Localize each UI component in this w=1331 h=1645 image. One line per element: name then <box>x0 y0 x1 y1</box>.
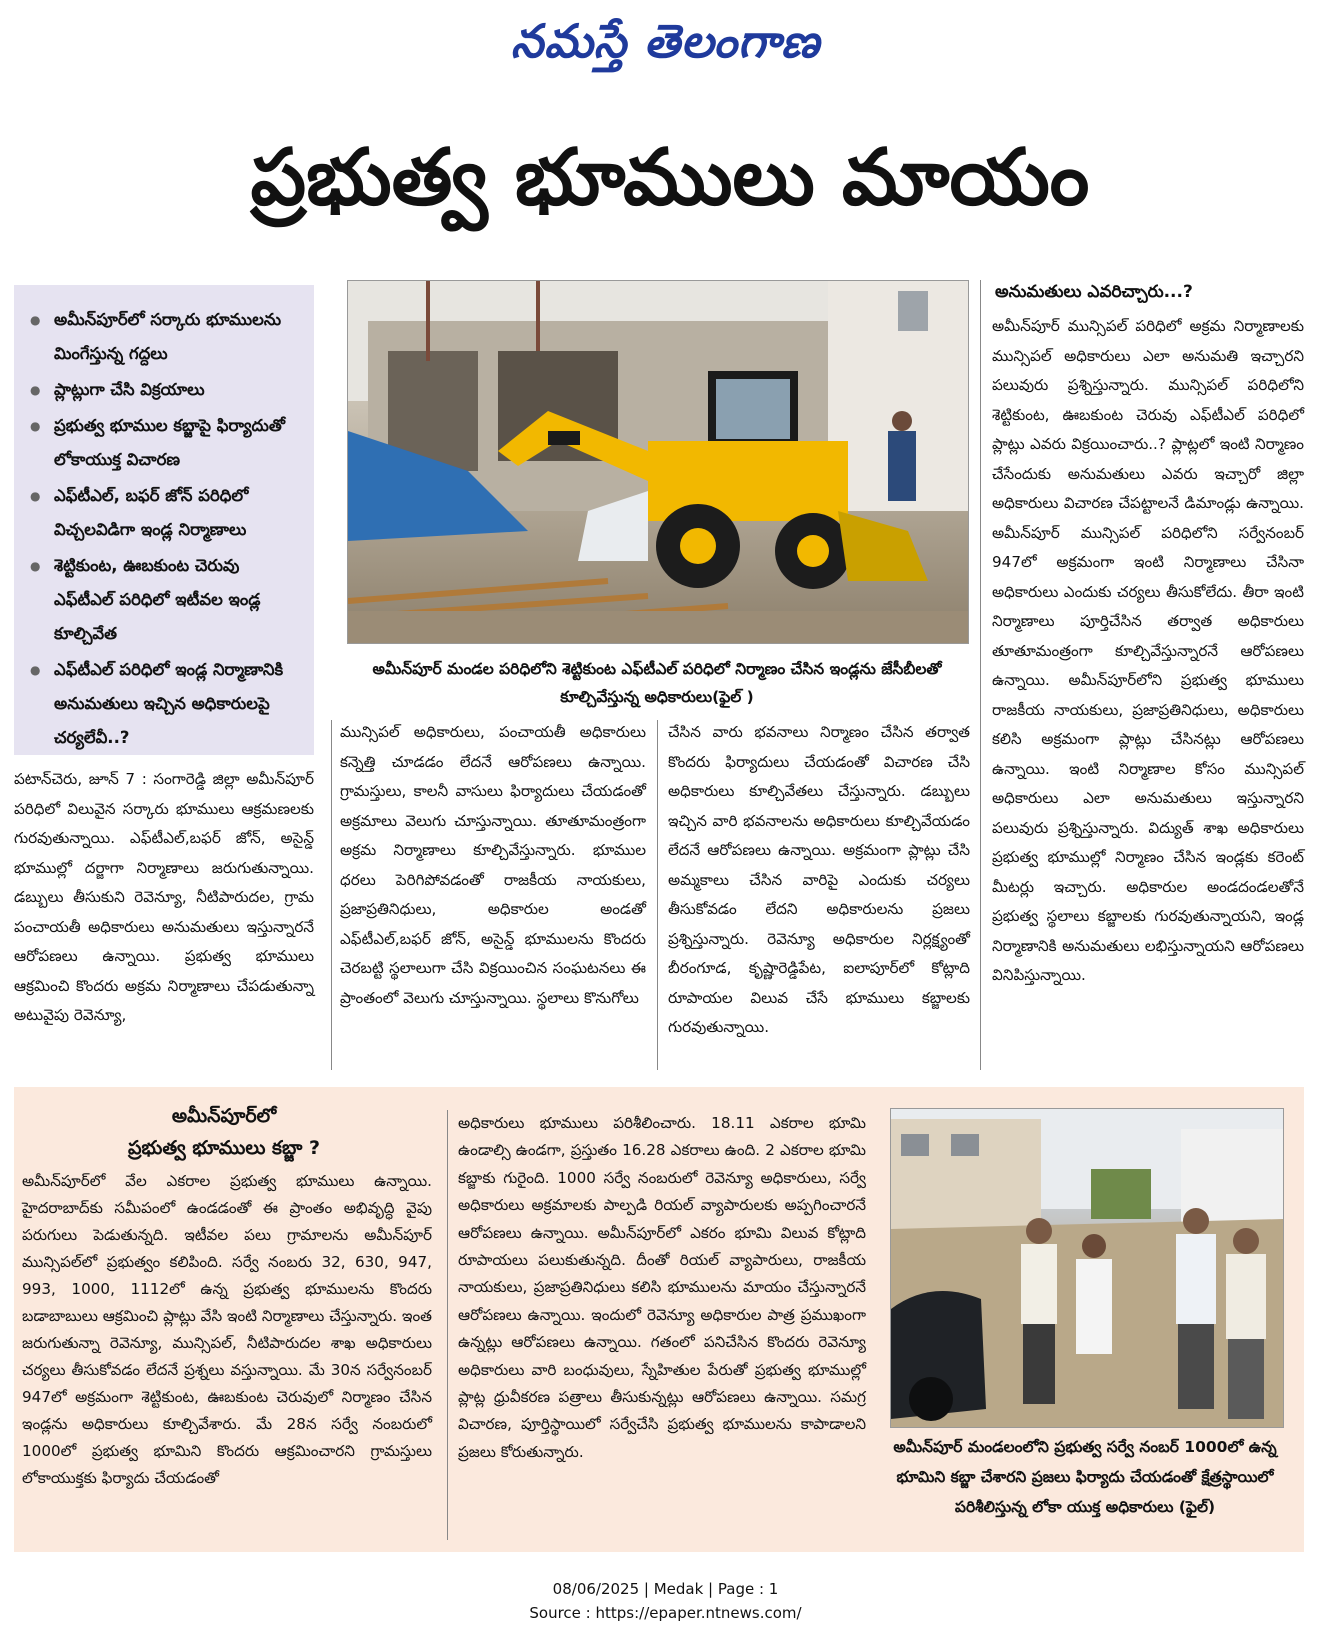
sub-story-title-line-2: ప్రభుత్వ భూములు కబ్జా ? <box>128 1137 320 1159</box>
photo-caption: అమీన్‌పూర్ మండలంలోని ప్రభుత్వ సర్వే నంబర్ 1000లో ఉన్న భూమిని కబ్జా చేశారని ప్రజలు ఫిర్యాదు చేయడంతో క్షేత్రస్థాయిలో పరిశీలిస్తున్న లోకా యుక్త అధికారులు (ఫైల్) <box>893 1438 1277 1516</box>
highlight-item: ● అమీన్‌పూర్‌లో సర్కారు భూములను మింగేస్తున్న గద్దలు <box>28 303 304 371</box>
highlights-box <box>14 285 314 755</box>
page-footer <box>0 1577 1331 1625</box>
sub-story-title <box>14 1100 434 1164</box>
column-divider <box>331 720 332 1070</box>
column-divider <box>657 720 658 1070</box>
newspaper-masthead: నమస్తే తెలంగాణ <box>510 14 821 68</box>
column-divider <box>980 280 981 1070</box>
sidebar-text: అమీన్‌పూర్ మున్సిపల్ పరిధిలో అక్రమ నిర్మాణాలకు మున్సిపల్ అధికారులు ఎలా అనుమతి ఇచ్చారని పలువురు ప్రశ్నిస్తున్నారు. మున్సిపల్ పరిధిలోని శెట్టికుంట, ఊబకుంట చెరువు ఎఫ్‌టీఎల్ పరిధిలో ప్లాట్లు ఎవరు విక్రయించారు..? ప్లాట్లలో ఇంటి నిర్మాణం చేసేందుకు అనుమతులు ఎవరు ఇచ్చారో జిల్లా అధికారులు విచారణ చేపట్టాలనే డిమాండ్లు ఉన్నాయి. అమీన్‌పూర్ మున్సిపల్ పరిధిలోని సర్వేనంబర్ 947లో అక్రమంగా ఇంటి నిర్మాణాలు చేసినా అధికారులు ఎందుకు చర్యలు తీసుకోలేదు. తీరా ఇంటి నిర్మాణాలు పూర్తిచేసిన తర్వాత అధికారులు తూతూమంత్రంగా కూల్చివేస్తున్నారనే ఆరోపణలు ఉన్నాయి. అమీన్‌పూర్‌లోని ప్రభుత్వ భూములు రాజకీయ నాయకులు, ప్రజాప్రతినిధులు, అధికారులు కలిసి అక్రమంగా ప్లాట్లు చేసినట్లు ఆరోపణలు ఉన్నాయి. ఇంటి నిర్మాణాల కోసం మున్సిపల్ అధికారులు ఎలా అనుమతులు ఇస్తున్నారని పలువురు ప్రశ్నిస్తున్నారు. విద్యుత్ శాఖ అధికారులు ప్రభుత్వ భూముల్లో నిర్మాణం చేసిన ఇండ్లకు కరెంట్ మీటర్లు ఇచ్చారు. అధికారుల అండదండలతోనే ప్రభుత్వ స్థలాలు కబ్జాలకు గురవుతున్నాయని, ఇండ్ల నిర్మాణానికి అనుమతులు లభిస్తున్నాయని ఆరోపణలు వినిపిస్తున్నాయి. <box>992 317 1304 984</box>
photo-caption: అమీన్‌పూర్ మండల పరిధిలోని శెట్టికుంట ఎఫ్‌టీఎల్ పరిధిలో నిర్మాణం చేసిన ఇండ్లను జేసీబీలతో కూల్చివేస్తున్న అధికారులు(ఫైల్ ) <box>372 660 942 706</box>
sidebar-heading: అనుమతులు ఎవరిచ్చారు...? <box>995 282 1193 302</box>
source-link[interactable]: Source : https://epaper.ntnews.com/ <box>529 1604 802 1622</box>
article-column-2: మున్సిపల్ అధికారులు, పంచాయతీ అధికారులు కన్నెత్తి చూడడం లేదనే ఆరోపణలు ఉన్నాయి. గ్రామస్తులు, కాలనీ వాసులు ఫిర్యాదులు చేయడంతో అక్రమాలు వెలుగు చూస్తున్నాయి. తూతూమంత్రంగా అక్రమ నిర్మాణాలు కూల్చివేస్తున్నారు. భూముల ధరలు పెరిగిపోవడంతో రాజకీయ నాయకులు, ప్రజాప్రతినిధులు, అధికారుల అండతో ఎఫ్‌టీఎల్,బఫర్ జోన్, అసైన్డ్ భూములను కొందరు చెరబట్టి స్థలాలుగా చేసి విక్రయించిన సంఘటనలు ఈ ప్రాంతంలో వెలుగు చూస్తున్నాయి. స్థలాలు కొనుగోలు <box>340 723 646 1007</box>
sub-story-title-line-1: అమీన్‌పూర్‌లో <box>171 1105 277 1127</box>
sub-story-column-2: అధికారులు భూములు పరిశీలించారు. 18.11 ఎకరాల భూమి ఉండాల్సి ఉండగా, ప్రస్తుతం 16.28 ఎకరాలు ఉంది. 2 ఎకరాల భూమి కబ్జాకు గురైంది. 1000 సర్వే నంబరులో రెవెన్యూ అధికారులు, సర్వే అధికారులు అక్రమాలకు పాల్పడి రియల్ వ్యాపారులకు అప్పగించారనే ఆరోపణలు ఉన్నాయి. అమీన్‌పూర్‌లో ఎకరం భూమి విలువ కోట్లాది రూపాయలు పలుకుతున్నది. దీంతో రియల్ వ్యాపారులు, రాజకీయ నాయకులు, ప్రజాప్రతినిధులు కలిసి భూములను మాయం చేస్తున్నారనే ఆరోపణలు ఉన్నాయి. ఇందులో రెవెన్యూ అధికారుల పాత్ర ప్రముఖంగా ఉన్నట్లు ఆరోపణలు ఉన్నాయి. గతంలో పనిచేసిన కొందరు రెవెన్యూ అధికారులు వారి బంధువులు, స్నేహితుల పేరుతో ప్రభుత్వ భూముల్లో ప్లాట్ల ధ్రువీకరణ పత్రాలు తీసుకున్నట్లు ఆరోపణలు ఉన్నాయి. సమగ్ర విచారణ, పూర్తిస్థాయిలో సర్వేచేసి ప్రభుత్వ భూములను కాపాడాలని ప్రజలు కోరుతున్నారు. <box>458 1114 866 1461</box>
jcb-demolition-photo <box>347 280 969 644</box>
highlight-item: ● ప్రభుత్వ భూముల కబ్జాపై ఫిర్యాదుతో లోకాయుక్త విచారణ <box>28 409 304 477</box>
article-column-3: చేసిన వారు భవనాలు నిర్మాణం చేసిన తర్వాత కొందరు ఫిర్యాదులు చేయడంతో విచారణ చేసి అధికారులు కూల్చివేతలు చేస్తున్నారు. డబ్బులు ఇచ్చిన వారి భవనాలను అధికారులు కూల్చివేయడం లేదనే ఆరోపణలు ఉన్నాయి. అక్రమంగా ప్లాట్లు చేసి అమ్మకాలు చేసిన వారిపై ఎందుకు చర్యలు తీసుకోవడం లేదని అధికారులను ప్రజలు ప్రశ్నిస్తున్నారు. రెవెన్యూ అధికారుల నిర్లక్ష్యంతో బీరంగూడ, కృష్ణారెడ్డిపేట, ఐలాపూర్‌లో కోట్లాది రూపాయల విలువ చేసే భూములు కబ్జాలకు గురవుతున్నాయి. <box>668 723 970 1036</box>
lokayukta-inspection-photo <box>890 1108 1284 1428</box>
highlight-item: ● ప్లాట్లుగా చేసి విక్రయాలు <box>28 373 304 407</box>
column-divider <box>447 1110 448 1540</box>
highlights-list <box>14 285 314 755</box>
site-inspection-illustration <box>891 1109 1283 1427</box>
edition-info: 08/06/2025 | Medak | Page : 1 <box>552 1580 779 1598</box>
highlight-item: ● శెట్టికుంట, ఊబకుంట చెరువు ఎఫ్‌టీఎల్ పరిధిలో ఇటీవల ఇండ్ల కూల్చివేత <box>28 549 304 651</box>
highlight-item: ● ఎఫ్‌టీఎల్ పరిధిలో ఇండ్ల నిర్మాణానికి అనుమతులు ఇచ్చిన అధికారులపై చర్యలేవీ..? <box>28 653 304 755</box>
article-column-1: పటాన్‌చెరు, జూన్ 7 : సంగారెడ్డి జిల్లా అమీన్‌పూర్ పరిధిలో విలువైన సర్కారు భూములు ఆక్రమణలకు గురవుతున్నాయి. ఎఫ్‌టీఎల్,బఫర్ జోన్, అసైన్డ్ భూముల్లో దర్జాగా నిర్మాణాలు జరుగుతున్నాయి. డబ్బులు తీసుకుని రెవెన్యూ, నీటిపారుదల, గ్రామ పంచాయతీ అధికారులు అనుమతులు ఇస్తున్నారనే ఆరోపణలు ఉన్నాయి. ప్రభుత్వ భూములు ఆక్రమించి కొందరు అక్రమ నిర్మాణాలు చేపడుతున్నా అటువైపు రెవెన్యూ, <box>14 770 314 1024</box>
headline: ప్రభుత్వ భూములు మాయం <box>250 133 1090 223</box>
sub-story-column-1: అమీన్‌పూర్‌లో వేల ఎకరాల ప్రభుత్వ భూములు ఉన్నాయి. హైదరాబాద్‌కు సమీపంలో ఉండడంతో ఈ ప్రాంతం అభివృద్ధి వైపు పరుగులు పెడుతున్నది. ఇటీవల పలు గ్రామాలను అమీన్‌పూర్ మున్సిపల్‌లో ప్రభుత్వం కలిపింది. సర్వే నంబరు 32, 630, 947, 993, 1000, 1112లో ఉన్న ప్రభుత్వ భూములను కొందరు బడాబాబులు ఆక్రమించి ప్లాట్లు వేసి ఇంటి నిర్మాణాలు చేస్తున్నారు. ఇంత జరుగుతున్నా రెవెన్యూ, మున్సిపల్, నీటిపారుదల శాఖ అధికారులు చర్యలు తీసుకోవడం లేదనే ప్రశ్నలు వస్తున్నాయి. మే 30న సర్వేనంబర్ 947లో అక్రమంగా శెట్టికుంట, ఊబకుంట చెరువులో నిర్మాణం చేసిన ఇండ్లను అధికారులు కూల్చివేశారు. మే 28న సర్వే నంబరులో 1000లో ప్రభుత్వ భూమిని కొందరు ఆక్రమించారని గ్రామస్తులు లోకాయుక్తకు ఫిర్యాదు చేయడంతో <box>22 1172 432 1487</box>
jcb-demolition-illustration <box>348 281 968 643</box>
highlight-item: ● ఎఫ్‌టీఎల్, బఫర్ జోన్ పరిధిలో విచ్చలవిడిగా ఇండ్ల నిర్మాణాలు <box>28 479 304 547</box>
